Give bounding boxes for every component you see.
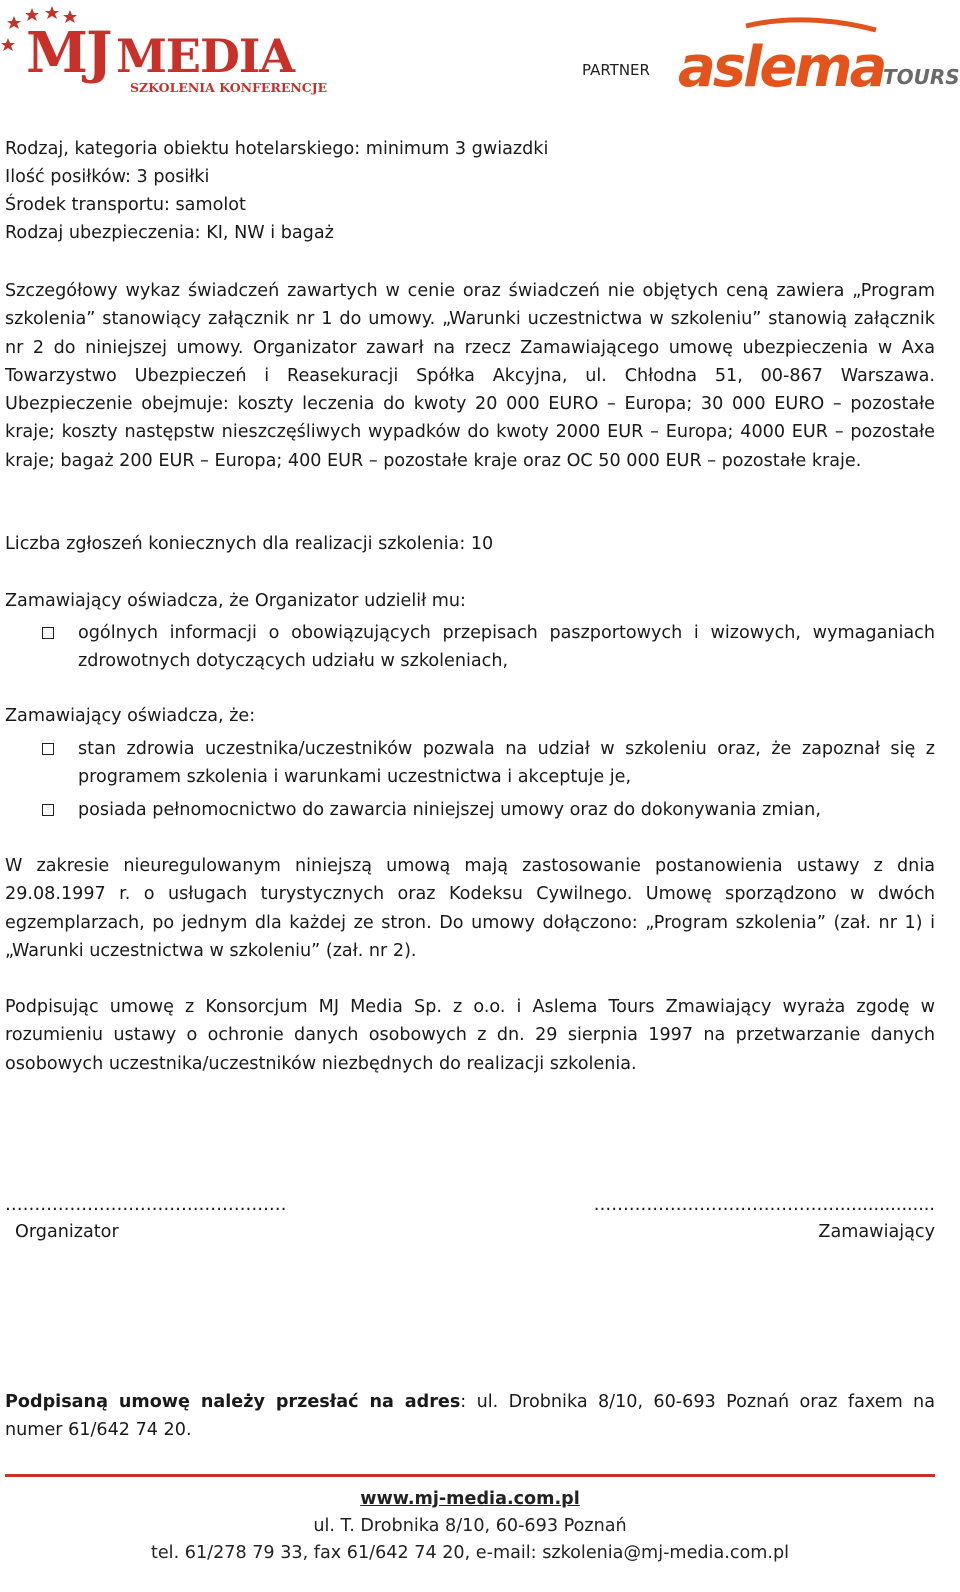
organizer-signature-line: ………………………………………… xyxy=(5,1195,287,1215)
send-note-rest: : ul. Drobnika 8/10, 60-693 Poznań oraz faxem na numer 61/642 74 20. xyxy=(5,1392,935,1441)
partner-label: PARTNER xyxy=(582,61,650,79)
declaration-heading-1: Zamawiający oświadcza, że Organizator udzielił mu: xyxy=(5,591,466,611)
page-header xyxy=(0,0,960,110)
send-note-bold: Podpisaną umowę należy przesłać na adres xyxy=(5,1392,461,1412)
footer-contact: tel. 61/278 79 33, fax 61/642 74 20, e-mail: szkolenia@mj-media.com.pl xyxy=(150,1543,790,1563)
svg-text:MJ: MJ xyxy=(26,20,111,86)
footer-website-link[interactable]: www.mj-media.com.pl xyxy=(360,1489,580,1509)
insurance-paragraph: Szczegółowy wykaz świadczeń zawartych w cenie oraz świadczeń nie objętych ceną zawiera „Program szkolenia” stanowiący załącznik nr 1 do umowy. „Warunki uczestnictwa w szkoleniu” stanowią załącznik nr 2 do niniejszej umowy. Organizator zawarł na rzecz Zamawiającego umowę ubezpieczenia w Axa Towarzystwo Ubezpieczeń i Reasekuracji Spółka Akcyjna, ul. Chłodna 51, 00-867 Warszawa. Ubezpieczenie obejmuje: koszty leczenia do kwoty 20 000 EURO – Europa; 30 000 EURO – pozostałe kraje; koszty następstw nieszczęśliwych wypadków do kwoty 2000 EUR – Europa; 4000 EUR – pozostałe kraje; bagaż 200 EUR – Europa; 400 EUR – pozostałe kraje oraz OC 50 000 EUR – pozostałe kraje. xyxy=(5,281,935,471)
mj-media-logo xyxy=(4,4,328,96)
aslema-tours-logo xyxy=(676,18,960,102)
checkbox-icon xyxy=(42,743,54,755)
svg-text:MEDIA: MEDIA xyxy=(116,29,295,83)
svg-text:TOURS: TOURS xyxy=(883,65,960,89)
declaration-item-text: posiada pełnomocnictwo do zawarcia niniejszej umowy oraz do dokonywania zmian, xyxy=(78,800,821,820)
insurance-type-line: Rodzaj ubezpieczenia: KI, NW i bagaż xyxy=(5,223,334,243)
declaration-heading-2: Zamawiający oświadcza, że: xyxy=(5,706,256,726)
transport-line: Środek transportu: samolot xyxy=(5,195,246,215)
svg-text:aslema: aslema xyxy=(678,35,885,100)
organizer-signature-label: Organizator xyxy=(15,1222,119,1242)
send-note xyxy=(5,1388,935,1445)
min-applications-line: Liczba zgłoszeń koniecznych dla realizacji szkolenia: 10 xyxy=(5,534,494,554)
consent-paragraph: Podpisując umowę z Konsorcjum MJ Media Sp. z o.o. i Aslema Tours Zmawiający wyraża zgodę w rozumieniu ustawy o ochronie danych osobowych z dn. 29 sierpnia 1997 na przetwarzanie danych osobowych uczestnika/uczestników niezbędnych do realizacji szkolenia. xyxy=(5,997,935,1074)
svg-text:SZKOLENIA KONFERENCJE: SZKOLENIA KONFERENCJE xyxy=(130,80,328,95)
declaration-item-text: ogólnych informacji o obowiązujących przepisach paszportowych i wizowych, wymaganiach zdrowotnych dotyczących udziału w szkoleniach, xyxy=(78,623,935,672)
declaration-item-text: stan zdrowia uczestnika/uczestników pozwala na udział w szkoleniu oraz, że zapoznał się z programem szkolenia i warunkami uczestnictwa i akceptuje je, xyxy=(78,739,935,788)
checkbox-icon xyxy=(42,627,54,639)
client-signature-line: ……………………………………................. xyxy=(593,1195,935,1215)
hotel-category-line: Rodzaj, kategoria obiektu hotelarskiego: minimum 3 gwiazdki xyxy=(5,139,549,159)
footer-divider xyxy=(5,1474,935,1477)
client-signature-label: Zamawiający xyxy=(818,1222,935,1242)
meals-line: Ilość posiłków: 3 posiłki xyxy=(5,167,210,187)
law-paragraph: W zakresie nieuregulowanym niniejszą umową mają zastosowanie postanowienia ustawy z dnia 29.08.1997 r. o usługach turystycznych oraz Kodeksu Cywilnego. Umowę sporządzono w dwóch egzemplarzach, po jednym dla każdej ze stron. Do umowy dołączono: „Program szkolenia” (zał. nr 1) i „Warunki uczestnictwa w szkoleniu” (zał. nr 2). xyxy=(5,856,935,961)
footer-address: ul. T. Drobnika 8/10, 60-693 Poznań xyxy=(313,1516,627,1536)
checkbox-icon xyxy=(42,804,54,816)
